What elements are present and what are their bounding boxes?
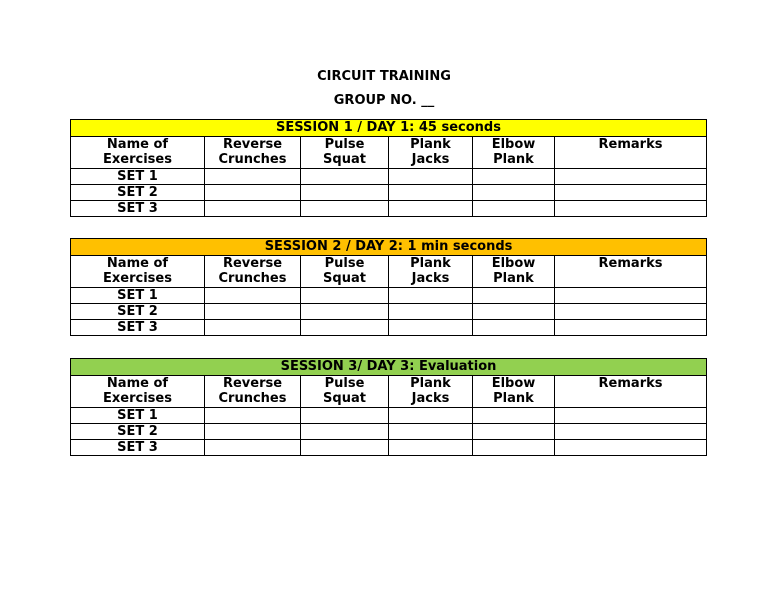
set-label: SET 2 (71, 185, 205, 201)
session-1-header-row (71, 137, 707, 169)
table-row (71, 185, 707, 201)
col-reverse-crunches-header: Reverse Crunches (205, 376, 301, 408)
remarks-cell[interactable] (555, 424, 707, 440)
entry-cell[interactable] (301, 169, 389, 185)
entry-cell[interactable] (301, 440, 389, 456)
entry-cell[interactable] (473, 169, 555, 185)
remarks-cell[interactable] (555, 304, 707, 320)
entry-cell[interactable] (473, 424, 555, 440)
entry-cell[interactable] (301, 201, 389, 217)
table-row (71, 304, 707, 320)
col-remarks-header: Remarks (555, 137, 707, 169)
entry-cell[interactable] (389, 320, 473, 336)
remarks-cell[interactable] (555, 288, 707, 304)
entry-cell[interactable] (389, 185, 473, 201)
entry-cell[interactable] (473, 440, 555, 456)
entry-cell[interactable] (205, 169, 301, 185)
remarks-cell[interactable] (555, 320, 707, 336)
col-pulse-squat-header: Pulse Squat (301, 137, 389, 169)
col-name-of-exercises-header: Name of Exercises (71, 137, 205, 169)
remarks-cell[interactable] (555, 408, 707, 424)
entry-cell[interactable] (389, 424, 473, 440)
col-elbow-plank-header: Elbow Plank (473, 256, 555, 288)
entry-cell[interactable] (205, 201, 301, 217)
set-label: SET 2 (71, 424, 205, 440)
set-label: SET 1 (71, 288, 205, 304)
entry-cell[interactable] (301, 424, 389, 440)
set-label: SET 1 (71, 408, 205, 424)
table-row (71, 320, 707, 336)
set-label: SET 1 (71, 169, 205, 185)
table-row (71, 408, 707, 424)
remarks-cell[interactable] (555, 185, 707, 201)
remarks-cell[interactable] (555, 201, 707, 217)
entry-cell[interactable] (389, 440, 473, 456)
entry-cell[interactable] (205, 440, 301, 456)
entry-cell[interactable] (473, 408, 555, 424)
group-number-heading: GROUP NO. __ (333, 93, 435, 108)
entry-cell[interactable] (205, 320, 301, 336)
col-reverse-crunches-header: Reverse Crunches (205, 256, 301, 288)
entry-cell[interactable] (389, 304, 473, 320)
table-row (71, 201, 707, 217)
entry-cell[interactable] (473, 201, 555, 217)
entry-cell[interactable] (301, 408, 389, 424)
entry-cell[interactable] (301, 288, 389, 304)
entry-cell[interactable] (205, 185, 301, 201)
session-3-table (70, 358, 707, 456)
entry-cell[interactable] (473, 304, 555, 320)
col-plank-jacks-header: Plank Jacks (389, 256, 473, 288)
table-row (71, 440, 707, 456)
col-remarks-header: Remarks (555, 376, 707, 408)
set-label: SET 3 (71, 440, 205, 456)
set-label: SET 3 (71, 201, 205, 217)
entry-cell[interactable] (389, 408, 473, 424)
entry-cell[interactable] (301, 185, 389, 201)
set-label: SET 2 (71, 304, 205, 320)
col-plank-jacks-header: Plank Jacks (389, 137, 473, 169)
session-2-heading: SESSION 2 / DAY 2: 1 min seconds (71, 239, 707, 256)
col-pulse-squat-header: Pulse Squat (301, 376, 389, 408)
session-2-table (70, 238, 707, 336)
document-title: CIRCUIT TRAINING (317, 69, 451, 84)
set-label: SET 3 (71, 320, 205, 336)
session-3-heading: SESSION 3/ DAY 3: Evaluation (71, 359, 707, 376)
entry-cell[interactable] (473, 320, 555, 336)
table-row (71, 169, 707, 185)
entry-cell[interactable] (389, 288, 473, 304)
col-remarks-header: Remarks (555, 256, 707, 288)
entry-cell[interactable] (205, 288, 301, 304)
session-1-heading: SESSION 1 / DAY 1: 45 seconds (71, 120, 707, 137)
entry-cell[interactable] (389, 169, 473, 185)
remarks-cell[interactable] (555, 440, 707, 456)
col-reverse-crunches-header: Reverse Crunches (205, 137, 301, 169)
col-name-of-exercises-header: Name of Exercises (71, 376, 205, 408)
table-row (71, 424, 707, 440)
col-name-of-exercises-header: Name of Exercises (71, 256, 205, 288)
session-1-table (70, 119, 707, 217)
session-3-header-row (71, 376, 707, 408)
session-2-header-row (71, 256, 707, 288)
entry-cell[interactable] (389, 201, 473, 217)
col-pulse-squat-header: Pulse Squat (301, 256, 389, 288)
col-elbow-plank-header: Elbow Plank (473, 137, 555, 169)
entry-cell[interactable] (473, 185, 555, 201)
table-row (71, 288, 707, 304)
entry-cell[interactable] (205, 304, 301, 320)
entry-cell[interactable] (301, 320, 389, 336)
entry-cell[interactable] (473, 288, 555, 304)
remarks-cell[interactable] (555, 169, 707, 185)
col-elbow-plank-header: Elbow Plank (473, 376, 555, 408)
entry-cell[interactable] (205, 408, 301, 424)
entry-cell[interactable] (205, 424, 301, 440)
entry-cell[interactable] (301, 304, 389, 320)
col-plank-jacks-header: Plank Jacks (389, 376, 473, 408)
